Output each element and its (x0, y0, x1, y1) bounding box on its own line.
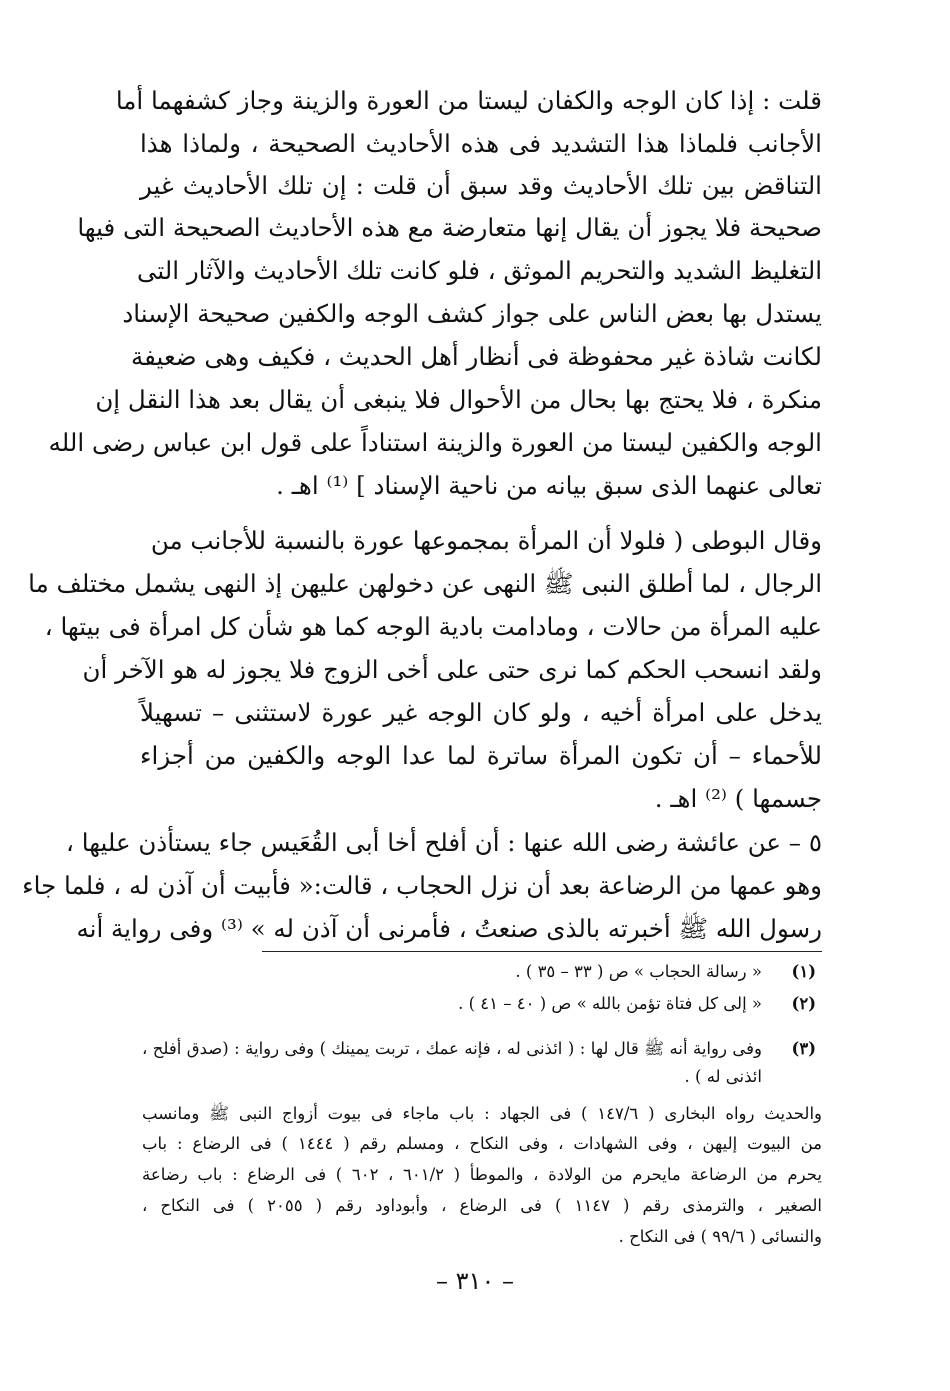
footnote-text: والنسائى ( ٩٩/٦ ) فى النكاح . (618, 1227, 822, 1246)
footnote-number: (٢) (791, 994, 816, 1013)
text-line: يدخل على امرأة أخيه ، ولو كان الوجه غير عورة لاستثنى – تسهيلاً (140, 698, 822, 727)
footnote-number: (٣) (791, 1039, 816, 1058)
footnote-text: والحديث رواه البخارى ( ١٤٧/٦ ) فى الجهاد : باب ماجاء فى بيوت أزواج النبى ﷺ ومانسب (142, 1104, 822, 1123)
text-line: التغليظ الشديد والتحريم الموثق ، فلو كانت تلك الأحاديث والآثار التى (136, 256, 822, 285)
text-line: تعالى عنهما الذى سبق بيانه من ناحية الإسناد ] ⁽¹⁾ اهـ . (276, 471, 822, 500)
text-line: جسمها ) ⁽²⁾ اهـ . (654, 784, 822, 813)
footnote-text: ائذنى له ) . (684, 1067, 762, 1086)
footnote-text: وفى رواية أنه ﷺ قال لها : ( ائذنى له ، فإنه عمك ، تربت يمينك ) وفى رواية : (صدق أفلح ، (142, 1039, 762, 1058)
footnote-text: من البيوت إليهن ، وفى الشهادات ، وفى النكاح ، ومسلم رقم ( ١٤٤٤ ) فى الرضاع : باب (142, 1134, 822, 1153)
footnote-separator (262, 951, 822, 952)
text-line: يستدل بها بعض الناس على جواز كشف الوجه والكفين صحيحة الإسناد (122, 299, 822, 328)
footnote-text: يحرم من الرضاعة مايحرم من الولادة ، والموطأ ( ٦٠١/٢ ، ٦٠٢ ) فى الرضاع : باب رضاعة (142, 1165, 822, 1184)
footnote-text: « رسالة الحجاب » ص ( ٣٣ – ٣٥ ) . (515, 962, 762, 981)
text-line: وهو عمها من الرضاعة بعد أن نزل الحجاب ، قالت:« فأبيت أن آذن له ، فلما جاء (22, 871, 822, 900)
text-line: عليه المرأة من حالات ، ومادامت بادية الوجه كما هو شأن كل امرأة فى بيتها ، (44, 612, 822, 641)
text-line: ولقد انسحب الحكم كما نرى حتى على أخى الزوج فلا يجوز له هو الآخر أن (82, 655, 822, 684)
footnote-text: « إلى كل فتاة تؤمن بالله » ص ( ٤٠ – ٤١ ) . (458, 994, 762, 1013)
text-line: صحيحة فلا يجوز أن يقال إنها متعارضة مع هذه الأحاديث الصحيحة التى فيها (77, 213, 822, 242)
text-line: لكانت شاذة غير محفوظة فى أنظار أهل الحديث ، فكيف وهى ضعيفة (131, 342, 822, 371)
text-line: ٥ – عن عائشة رضى الله عنها : أن أفلح أخا أبى القُعَيس جاء يستأذن عليها ، (66, 828, 822, 857)
text-line: منكرة ، فلا يحتج بها بحال من الأحوال فلا ينبغى أن يقال بعد هذا النقل إن (95, 385, 822, 414)
text-line: الأجانب فلماذا هذا التشديد فى هذه الأحاديث الصحيحة ، ولماذا هذا (140, 129, 822, 158)
text-line: الوجه والكفين ليستا من العورة والزينة استناداً على قول ابن عباس رضى الله (48, 428, 822, 457)
footnote-number: (١) (791, 962, 816, 981)
page-number: – ٣١٠ – (436, 1267, 514, 1295)
text-line: وقال البوطى ( فلولا أن المرأة بمجموعها عورة بالنسبة للأجانب من (150, 526, 822, 555)
text-line: الرجال ، لما أطلق النبى ﷺ النهى عن دخولهن عليهن إذ النهى يشمل مختلف ما (28, 569, 822, 598)
text-line: التناقض بين تلك الأحاديث وقد سبق أن قلت : إن تلك الأحاديث غير (140, 171, 822, 200)
text-line: رسول الله ﷺ أخبرته بالذى صنعتُ ، فأمرنى أن آذن له » ⁽³⁾ وفى رواية أنه (76, 914, 822, 943)
footnote-text: الصغير ، والترمذى رقم ( ١١٤٧ ) فى الرضاع ، وأبوداود رقم ( ٢٠٥٥ ) فى النكاح ، (142, 1196, 823, 1215)
text-line: قلت : إذا كان الوجه والكفان ليستا من العورة والزينة وجاز كشفهما أما (115, 86, 822, 115)
text-line: للأحماء – أن تكون المرأة ساترة لما عدا الوجه والكفين من أجزاء (140, 741, 822, 770)
